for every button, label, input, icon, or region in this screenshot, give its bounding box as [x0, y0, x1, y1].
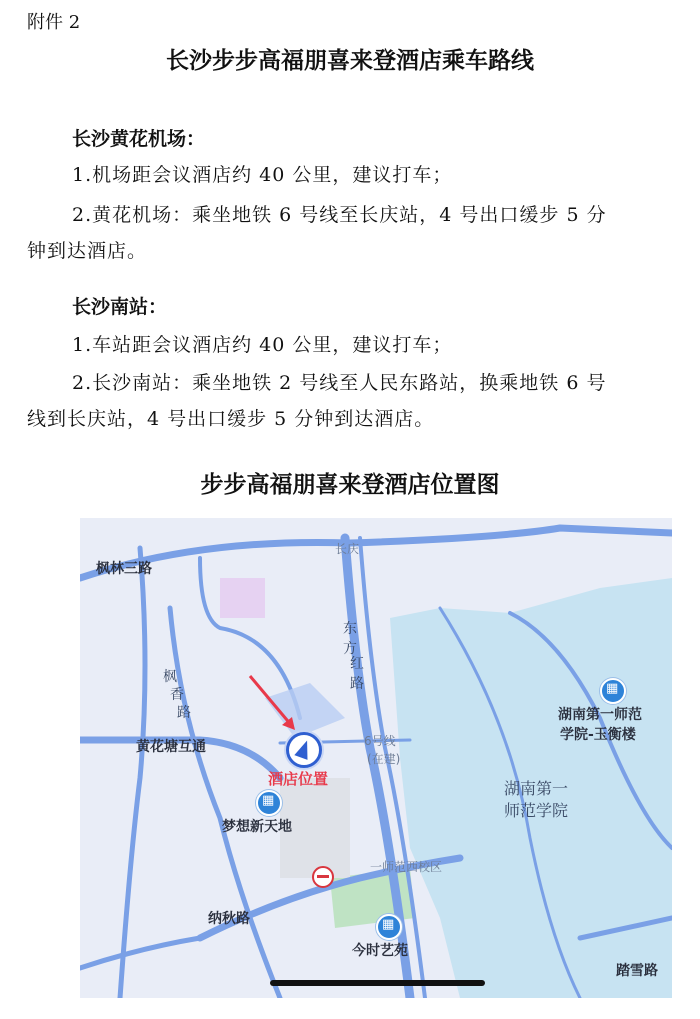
label-mengxiang: 梦想新天地 — [222, 819, 292, 835]
airport-line-2: 2.黄花机场：乘坐地铁 6 号线至长庆站，4 号出口缓步 5 分 — [72, 204, 607, 226]
label-fengxiang-1: 枫 — [163, 669, 177, 685]
label-normal-big-2: 师范学院 — [504, 801, 569, 820]
road-top — [80, 528, 672, 578]
label-normal-2: 学院-玉衡楼 — [560, 727, 636, 743]
road-sw — [80, 938, 200, 968]
label-line6: 6号线 — [364, 734, 396, 748]
label-fenglin: 枫林三路 — [96, 561, 152, 577]
station-heading: 长沙南站： — [72, 296, 168, 318]
station-line-1: 1.车站距会议酒店约 40 公里，建议打车； — [72, 334, 453, 356]
building-icon[interactable] — [256, 790, 282, 816]
map-title: 步步高福朋喜来登酒店位置图 — [200, 471, 500, 498]
station-line-2-cont: 线到长庆站，4 号出口缓步 5 分钟到达酒店。 — [27, 408, 435, 430]
purple-block — [220, 578, 265, 618]
label-dongfang-2: 红路 — [350, 656, 364, 692]
airport-line-2-cont: 钟到达酒店。 — [27, 240, 148, 262]
location-map[interactable] — [80, 518, 672, 998]
label-fengxiang-2: 香 — [170, 687, 184, 703]
airport-line-1: 1.机场距会议酒店约 40 公里，建议打车； — [72, 164, 453, 186]
label-under-construction: (在建) — [367, 752, 401, 766]
location-arrow-icon[interactable] — [286, 732, 322, 768]
attachment-label: 附件 2 — [27, 12, 81, 33]
label-jinshi: 今时艺苑 — [352, 943, 408, 959]
home-indicator — [270, 980, 485, 986]
label-changqing: 长庆 — [335, 542, 360, 556]
building-icon[interactable] — [376, 914, 402, 940]
airport-heading: 长沙黄花机场： — [72, 128, 206, 150]
label-luxue: 踏雪路 — [616, 963, 658, 979]
label-naqiu: 纳秋路 — [208, 911, 250, 927]
label-normal-1: 湖南第一师范 — [558, 707, 642, 723]
building-icon[interactable] — [600, 678, 626, 704]
station-line-2: 2.长沙南站：乘坐地铁 2 号线至人民东路站，换乘地铁 6 号 — [72, 372, 607, 394]
label-fengxiang-3: 路 — [177, 705, 191, 721]
road-west — [120, 548, 145, 998]
label-campus: 一师范西校区 — [370, 860, 443, 874]
page-title: 长沙步步高福朋喜来登酒店乘车路线 — [166, 47, 534, 74]
label-hotel-location: 酒店位置 — [268, 770, 329, 788]
label-dongfang-1: 东方 — [343, 621, 357, 657]
label-huanghuatang: 黄花塘互通 — [136, 739, 206, 755]
hotel-area — [265, 683, 345, 738]
no-entry-icon — [312, 866, 334, 888]
label-normal-big-1: 湖南第一 — [504, 779, 569, 798]
